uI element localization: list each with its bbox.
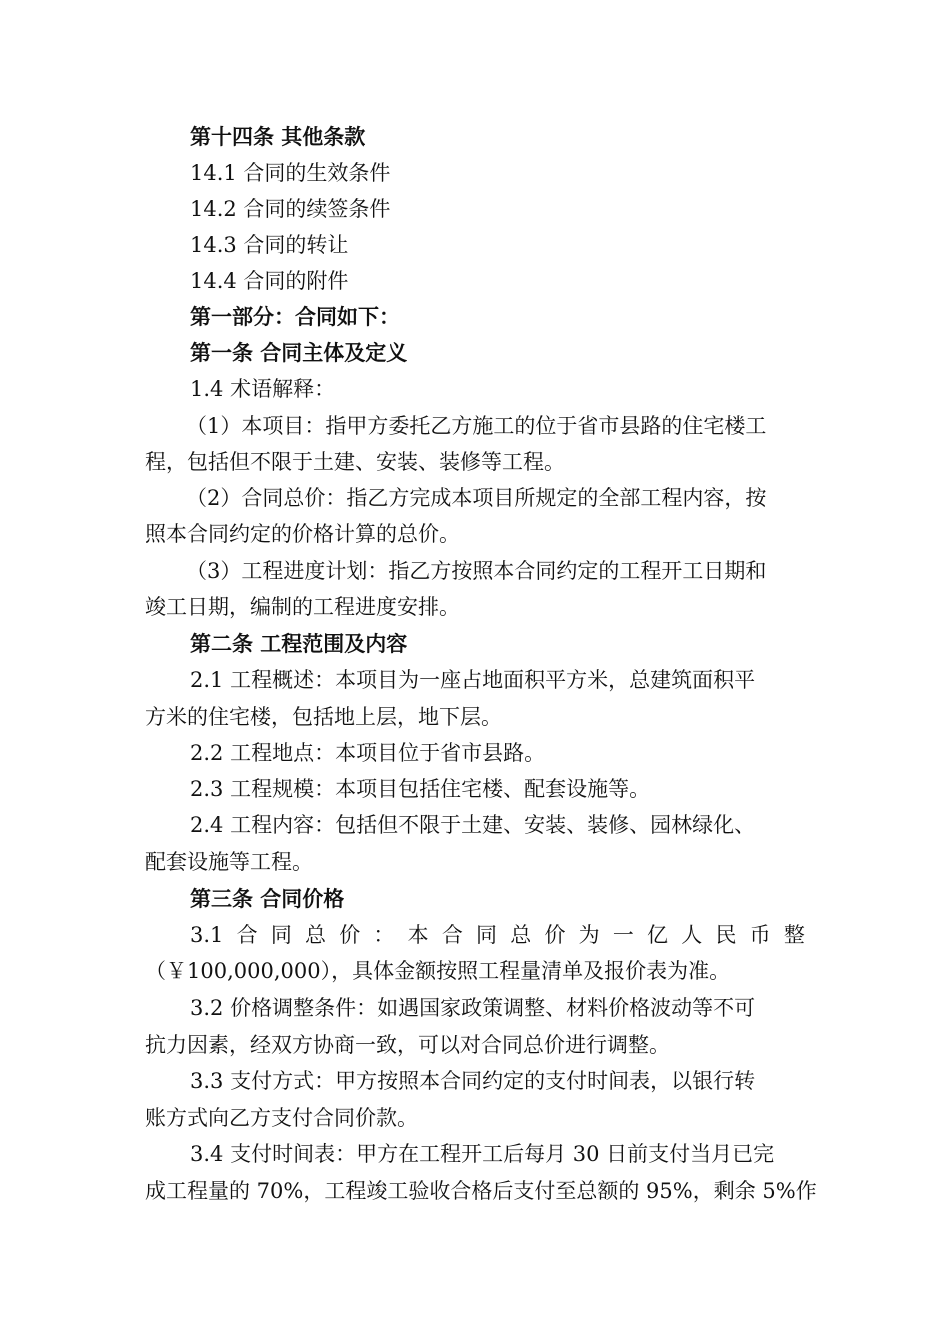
clause-14-2: 14.2 合同的续签条件 [190, 197, 391, 221]
clause-2-4-line2: 配套设施等工程。 [145, 850, 313, 874]
heading-article-1: 第一条 合同主体及定义 [190, 341, 408, 365]
clause-3-1-token: 亿 [647, 923, 669, 947]
clause-3-1-token: 3.1 [190, 923, 224, 947]
heading-article-3: 第三条 合同价格 [190, 887, 345, 911]
clause-14-1: 14.1 合同的生效条件 [190, 161, 391, 185]
clause-2-1-line1: 2.1 工程概述：本项目为一座占地面积平方米，总建筑面积平 [190, 668, 756, 692]
clause-3-4-line1: 3.4 支付时间表：甲方在工程开工后每月 30 日前支付当月已完 [190, 1142, 775, 1166]
clause-3-1-token: 同 [476, 923, 498, 947]
heading-article-2: 第二条 工程范围及内容 [190, 632, 408, 656]
definition-3-line1: （3）工程进度计划：指乙方按照本合同约定的工程开工日期和 [186, 559, 767, 583]
clause-3-1-line2: （￥100,000,000），具体金额按照工程量清单及报价表为准。 [145, 959, 731, 983]
clause-2-2: 2.2 工程地点：本项目位于省市县路。 [190, 741, 546, 765]
definition-1-line1: （1）本项目：指甲方委托乙方施工的位于省市县路的住宅楼工 [186, 414, 767, 438]
clause-3-1-token: 价 [544, 923, 566, 947]
clause-3-2-line1: 3.2 价格调整条件：如遇国家政策调整、材料价格波动等不可 [190, 996, 756, 1020]
clause-3-1-token: 总 [510, 923, 532, 947]
clause-3-1-token: 整 [783, 923, 805, 947]
clause-3-1-line1 [190, 922, 805, 948]
clause-3-3-line2: 账方式向乙方支付合同价款。 [145, 1106, 418, 1130]
heading-article-14: 第十四条 其他条款 [190, 125, 366, 149]
clause-14-3: 14.3 合同的转让 [190, 233, 349, 257]
clause-3-1-token: 人 [681, 923, 703, 947]
clause-3-1-token: ： [373, 923, 395, 947]
clause-1-4: 1.4 术语解释： [190, 377, 336, 401]
clause-3-4-line2: 成工程量的 70%，工程竣工验收合格后支付至总额的 95%，剩余 5%作 [145, 1179, 817, 1203]
clause-3-1-token: 合 [441, 923, 463, 947]
clause-3-1-token: 一 [612, 923, 634, 947]
definition-3-line2: 竣工日期，编制的工程进度安排。 [145, 595, 460, 619]
clause-3-2-line2: 抗力因素，经双方协商一致，可以对合同总价进行调整。 [145, 1033, 670, 1057]
clause-3-1-token: 为 [578, 923, 600, 947]
clause-14-4: 14.4 合同的附件 [190, 269, 349, 293]
clause-3-1-token: 民 [715, 923, 737, 947]
definition-2-line2: 照本合同约定的价格计算的总价。 [145, 522, 460, 546]
clause-2-3: 2.3 工程规模：本项目包括住宅楼、配套设施等。 [190, 777, 651, 801]
clause-3-1-token: 同 [270, 923, 292, 947]
clause-3-3-line1: 3.3 支付方式：甲方按照本合同约定的支付时间表，以银行转 [190, 1069, 756, 1093]
clause-2-4-line1: 2.4 工程内容：包括但不限于土建、安装、装修、园林绿化、 [190, 813, 756, 837]
clause-3-1-token: 币 [749, 923, 771, 947]
clause-2-1-line2: 方米的住宅楼，包括地上层，地下层。 [145, 705, 502, 729]
clause-3-1-token: 价 [339, 923, 361, 947]
definition-1-line2: 程，包括但不限于土建、安装、装修等工程。 [145, 450, 565, 474]
definition-2-line1: （2）合同总价：指乙方完成本项目所规定的全部工程内容，按 [186, 486, 767, 510]
clause-3-1-token: 合 [236, 923, 258, 947]
clause-3-1-token: 本 [407, 923, 429, 947]
heading-part-1: 第一部分：合同如下： [190, 305, 400, 329]
clause-3-1-token: 总 [305, 923, 327, 947]
